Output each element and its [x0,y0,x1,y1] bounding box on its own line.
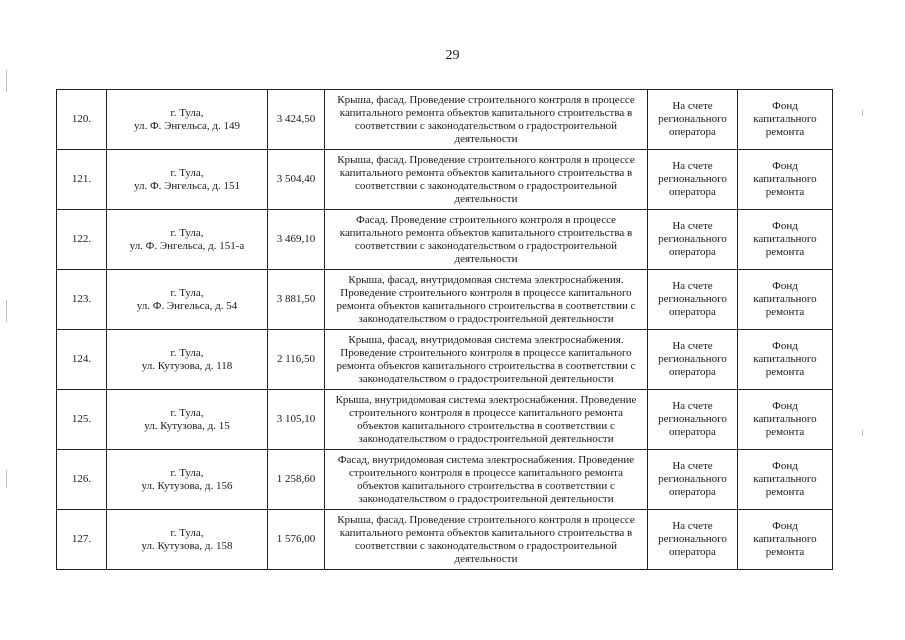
address-street: ул. Ф. Энгельса, д. 151-а [129,239,245,252]
amount-cell: 1 258,60 [268,450,325,510]
account-cell: На счете регионального оператора [648,90,738,150]
address-city: г. Тула, [170,286,204,299]
row-number: 127. [57,510,107,570]
funding-source-cell: Фонд капитального ремонта [738,90,833,150]
registry-table [56,89,833,570]
address-cell [107,210,268,270]
account-cell: На счете регионального оператора [648,270,738,330]
row-number: 120. [57,90,107,150]
table-row [57,150,833,210]
amount-cell: 3 105,10 [268,390,325,450]
account-cell: На счете регионального оператора [648,450,738,510]
amount-cell: 3 504,40 [268,150,325,210]
address-street: ул. Ф. Энгельса, д. 54 [136,299,238,312]
table-row [57,390,833,450]
left-margin-mark [6,70,7,92]
address-street: ул. Ф. Энгельса, д. 149 [133,119,241,132]
table-row [57,330,833,390]
right-margin-mark [862,110,863,116]
table-row [57,270,833,330]
amount-cell: 3 424,50 [268,90,325,150]
funding-source-cell: Фонд капитального ремонта [738,330,833,390]
account-cell: На счете регионального оператора [648,150,738,210]
address-street: ул. Кутузова, д. 158 [141,539,233,552]
address-cell [107,510,268,570]
works-description: Крыша, фасад. Проведение строительного контроля в процессе капитального ремонта объектов капитального строительства в соответствии с законодательством о градостроительной деятельности [325,510,648,570]
amount-cell: 3 469,10 [268,210,325,270]
table-row [57,90,833,150]
row-number: 121. [57,150,107,210]
address-cell [107,270,268,330]
funding-source-cell: Фонд капитального ремонта [738,210,833,270]
works-description: Крыша, фасад, внутридомовая система электроснабжения. Проведение строительного контроля в процессе капитального ремонта объектов капитального строительства в соответствии с законодательством о градостроительной деятельности [325,270,648,330]
address-city: г. Тула, [170,346,204,359]
works-description: Крыша, фасад. Проведение строительного контроля в процессе капитального ремонта объектов капитального строительства в соответствии с законодательством о градостроительной деятельности [325,150,648,210]
amount-cell: 3 881,50 [268,270,325,330]
right-margin-mark [862,430,863,436]
page-number: 29 [445,48,460,63]
left-margin-mark [6,300,7,322]
works-description: Фасад, внутридомовая система электроснабжения. Проведение строительного контроля в процессе капитального ремонта объектов капитального строительства в соответствии с законодательством о градостроительной деятельности [325,450,648,510]
account-cell: На счете регионального оператора [648,510,738,570]
row-number: 122. [57,210,107,270]
address-street: ул. Кутузова, д. 118 [141,359,233,372]
funding-source-cell: Фонд капитального ремонта [738,150,833,210]
address-cell [107,150,268,210]
account-cell: На счете регионального оператора [648,390,738,450]
amount-cell: 1 576,00 [268,510,325,570]
address-cell [107,450,268,510]
funding-source-cell: Фонд капитального ремонта [738,390,833,450]
table-row [57,210,833,270]
works-description: Крыша, внутридомовая система электроснабжения. Проведение строительного контроля в процессе капитального ремонта объектов капитального строительства в соответствии с законодательством о градостроительной деятельности [325,390,648,450]
address-street: ул. Кутузова, д. 15 [144,419,230,432]
funding-source-cell: Фонд капитального ремонта [738,270,833,330]
address-city: г. Тула, [170,166,204,179]
address-street: ул. Ф. Энгельса, д. 151 [133,179,241,192]
funding-source-cell: Фонд капитального ремонта [738,450,833,510]
account-cell: На счете регионального оператора [648,330,738,390]
works-description: Крыша, фасад. Проведение строительного контроля в процессе капитального ремонта объектов капитального строительства в соответствии с законодательством о градостроительной деятельности [325,90,648,150]
table-body [57,90,833,570]
account-cell: На счете регионального оператора [648,210,738,270]
address-city: г. Тула, [170,466,204,479]
left-margin-mark [6,470,7,488]
row-number: 123. [57,270,107,330]
row-number: 124. [57,330,107,390]
funding-source-cell: Фонд капитального ремонта [738,510,833,570]
amount-cell: 2 116,50 [268,330,325,390]
works-description: Фасад. Проведение строительного контроля в процессе капитального ремонта объектов капитального строительства в соответствии с законодательством о градостроительной деятельности [325,210,648,270]
address-street: ул. Кутузова, д. 156 [141,479,233,492]
row-number: 126. [57,450,107,510]
address-cell [107,90,268,150]
table-row [57,450,833,510]
address-city: г. Тула, [170,406,204,419]
row-number: 125. [57,390,107,450]
address-city: г. Тула, [170,226,204,239]
address-cell [107,330,268,390]
address-city: г. Тула, [170,106,204,119]
table-row [57,510,833,570]
works-description: Крыша, фасад, внутридомовая система электроснабжения. Проведение строительного контроля в процессе капитального ремонта объектов капитального строительства в соответствии с законодательством о градостроительной деятельности [325,330,648,390]
address-cell [107,390,268,450]
address-city: г. Тула, [170,526,204,539]
